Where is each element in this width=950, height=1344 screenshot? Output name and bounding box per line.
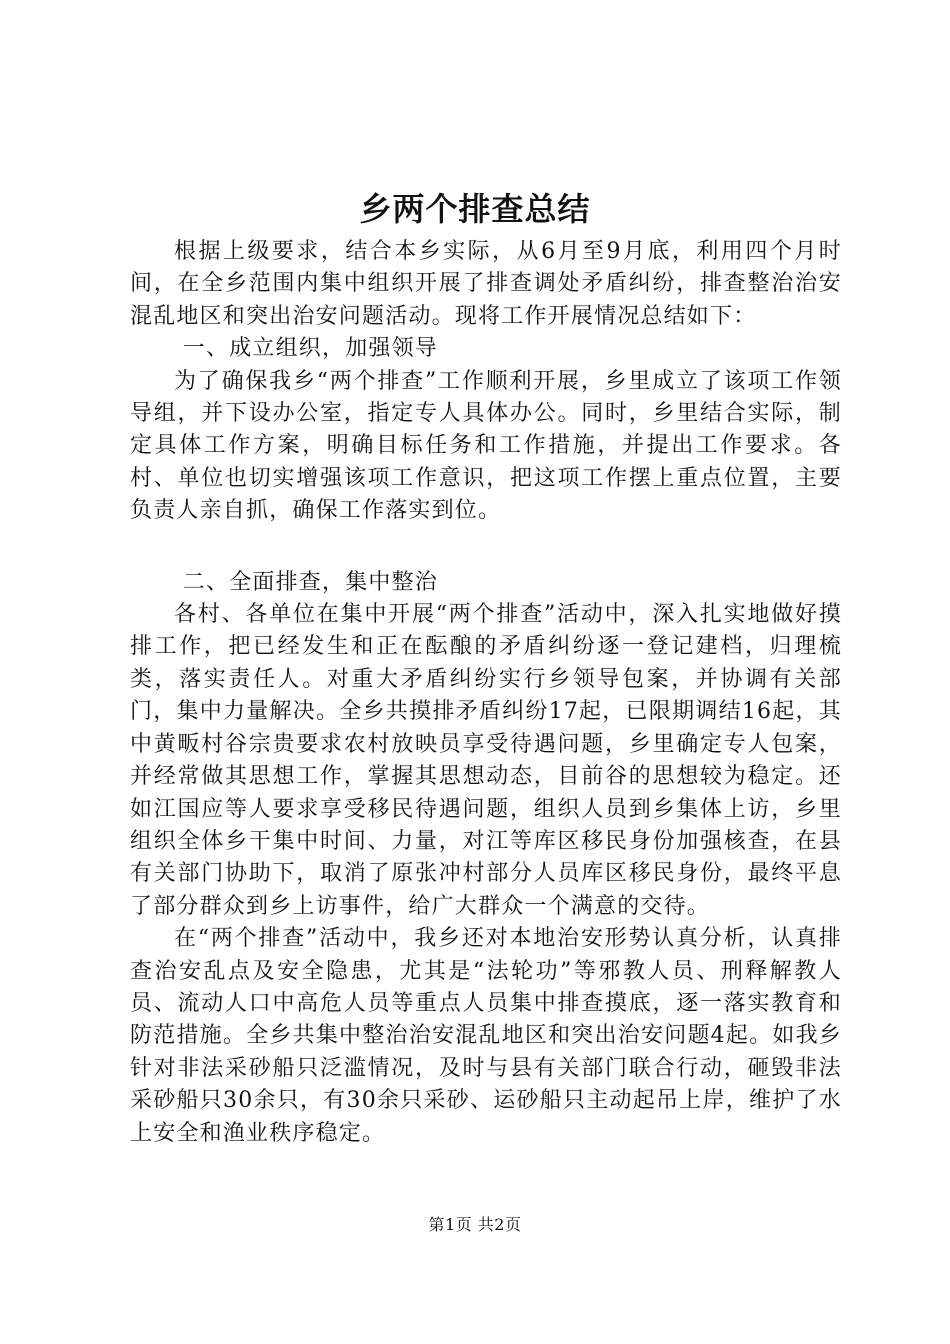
document-body	[130, 236, 842, 1150]
section-1-heading: 一、成立组织，加强领导	[182, 336, 438, 362]
section-2-paragraph-1: 各村、各单位在集中开展“两个排查”活动中，深入扎实地做好摸排工作，把已经发生和正在酝酿的矛盾纠纷逐一登记建档，归理梳类，落实责任人。对重大矛盾纠纷实行乡领导包案，并协调有关部门，集中力量解决。全乡共摸排矛盾纠纷17起，已限期调结16起，其中黄畈村谷宗贵要求农村放映员享受待遇问题，乡里确定专人包案，并经常做其思想工作，掌握其思想动态，目前谷的思想较为稳定。还如江国应等人要求享受移民待遇问题，组织人员到乡集体上访，乡里组织全体乡干集中时间、力量，对江等库区移民身份加强核查，在县有关部门协助下，取消了原张冲村部分人员库区移民身份，最终平息了部分群众到乡上访事件，给广大群众一个满意的交待。	[130, 602, 842, 919]
section-2-heading: 二、全面排查，集中整治	[182, 569, 438, 595]
document-title: 乡两个排查总结	[359, 190, 591, 228]
intro-paragraph: 根据上级要求，结合本乡实际，从6月至9月底，利用四个月时间，在全乡范围内集中组织开展了排查调处矛盾纠纷，排查整治治安混乱地区和突出治安问题活动。现将工作开展情况总结如下：	[130, 239, 842, 329]
page-footer: 第1页 共2页	[428, 1215, 522, 1234]
section-spacer	[130, 528, 842, 567]
section-1-paragraph: 为了确保我乡“两个排查”工作顺利开展，乡里成立了该项工作领导组，并下设办公室，指定专人具体办公。同时，乡里结合实际，制定具体工作方案，明确目标任务和工作措施，并提出工作要求。各村、单位也切实增强该项工作意识，把这项工作摆上重点位置，主要负责人亲自抓，确保工作落实到位。	[130, 368, 842, 524]
section-2-paragraph-2: 在“两个排查”活动中，我乡还对本地治安形势认真分析，认真排查治安乱点及安全隐患，尤其是“法轮功”等邪教人员、刑释解教人员、流动人口中高危人员等重点人员集中排查摸底，逐一落实教育和防范措施。全乡共集中整治治安混乱地区和突出治安问题4起。如我乡针对非法采砂船只泛滥情况，及时与县有关部门联合行动，砸毁非法采砂船只30余只，有30余只采砂、运砂船只主动起吊上岸，维护了水上安全和渔业秩序稳定。	[130, 926, 842, 1146]
